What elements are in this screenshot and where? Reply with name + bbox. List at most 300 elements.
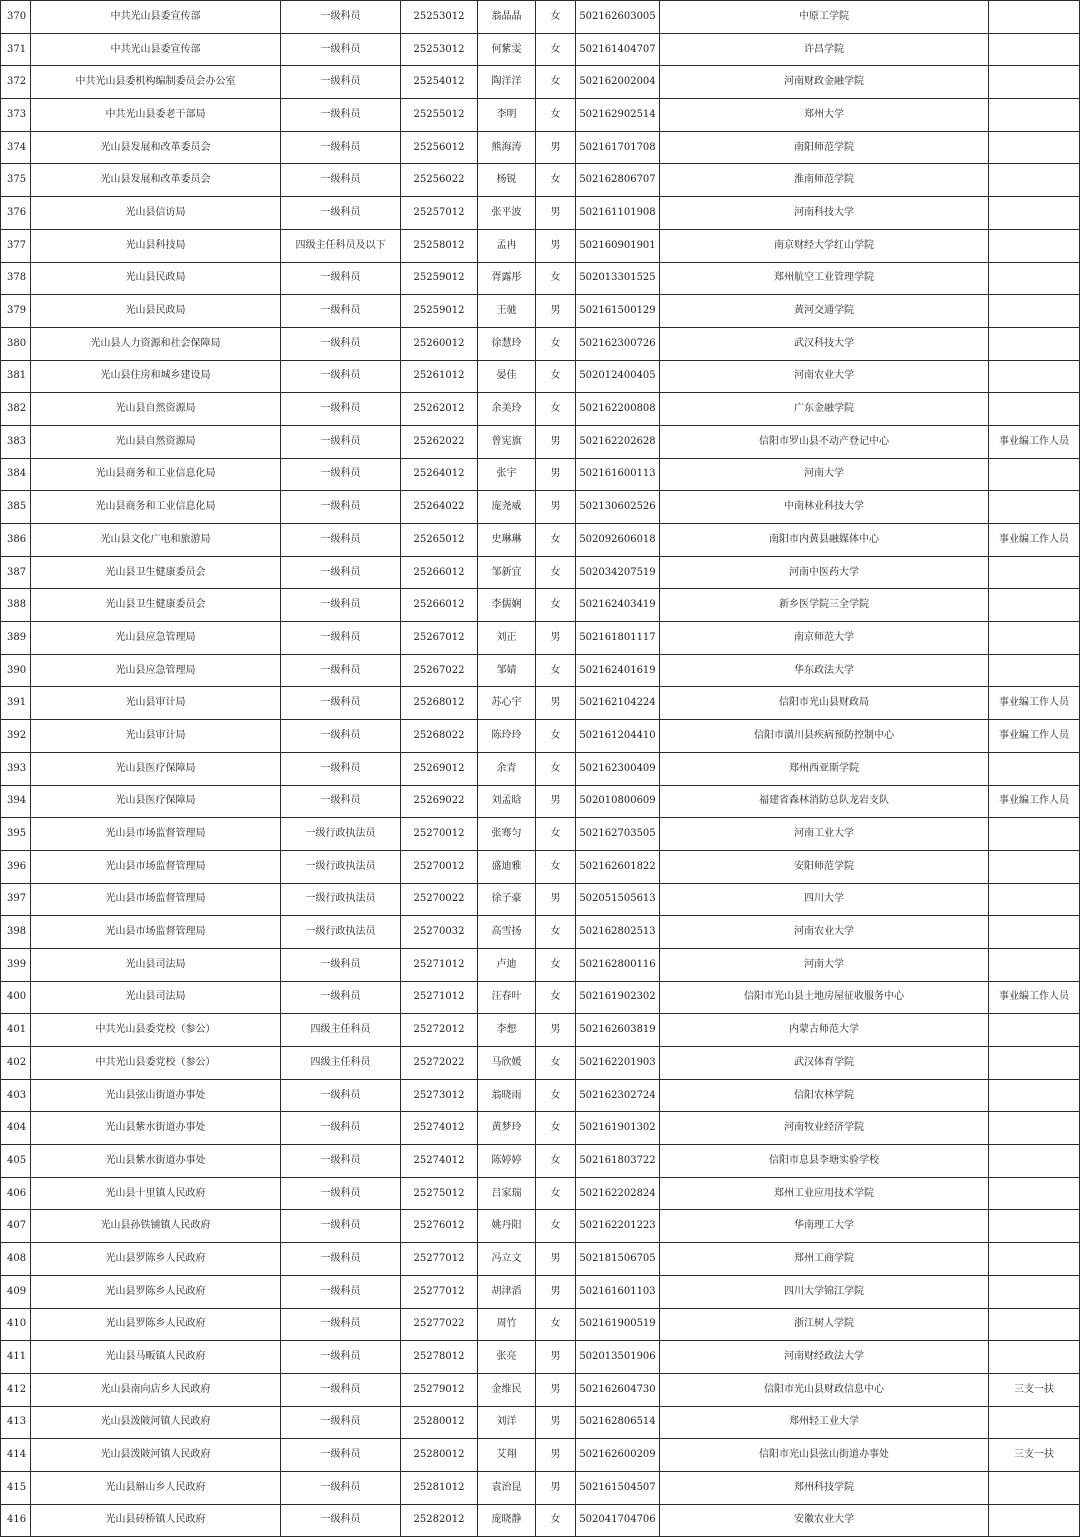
cell-name: 高雪扬	[478, 916, 536, 949]
cell-unit: 光山县泼陂河镇人民政府	[31, 1406, 281, 1439]
cell-school-or-employer: 信阳市光山县土地房屋征收服务中心	[660, 981, 989, 1014]
cell-position-code: 25268012	[401, 687, 478, 720]
cell-unit: 光山县市场监督管理局	[31, 916, 281, 949]
cell-exam-id: 502162603819	[576, 1014, 660, 1047]
cell-note	[989, 589, 1080, 622]
cell-position-code: 25262012	[401, 393, 478, 426]
cell-unit: 中共光山县委党校（参公）	[31, 1014, 281, 1047]
cell-school-or-employer: 河南农业大学	[660, 360, 989, 393]
cell-no: 377	[1, 229, 31, 262]
cell-no: 398	[1, 916, 31, 949]
cell-gender: 男	[536, 1275, 576, 1308]
cell-exam-id: 502161504507	[576, 1471, 660, 1504]
cell-note	[989, 1504, 1080, 1537]
cell-name: 卢迪	[478, 948, 536, 981]
cell-position-code: 25268022	[401, 720, 478, 753]
cell-gender: 女	[536, 1112, 576, 1145]
cell-unit: 光山县审计局	[31, 720, 281, 753]
cell-position: 一级行政执法员	[281, 916, 401, 949]
table-row	[1, 1014, 1080, 1047]
table-row	[1, 1145, 1080, 1178]
cell-school-or-employer: 河南牧业经济学院	[660, 1112, 989, 1145]
cell-exam-id: 502162703505	[576, 818, 660, 851]
cell-school-or-employer: 武汉科技大学	[660, 327, 989, 360]
cell-exam-id: 502010800609	[576, 785, 660, 818]
cell-note	[989, 458, 1080, 491]
cell-name: 熊海涛	[478, 131, 536, 164]
cell-exam-id: 502161601103	[576, 1275, 660, 1308]
cell-unit: 光山县应急管理局	[31, 622, 281, 655]
cell-position: 一级科员	[281, 1210, 401, 1243]
cell-gender: 女	[536, 1145, 576, 1178]
cell-school-or-employer: 河南财政金融学院	[660, 66, 989, 99]
table-row	[1, 916, 1080, 949]
cell-school-or-employer: 四川大学	[660, 883, 989, 916]
cell-unit: 光山县自然资源局	[31, 425, 281, 458]
cell-school-or-employer: 南阳师范学院	[660, 131, 989, 164]
cell-unit: 光山县马畈镇人民政府	[31, 1341, 281, 1374]
cell-gender: 男	[536, 1471, 576, 1504]
cell-exam-id: 502162603005	[576, 1, 660, 34]
cell-no: 378	[1, 262, 31, 295]
cell-position-code: 25264022	[401, 491, 478, 524]
cell-position: 一级科员	[281, 327, 401, 360]
table-row	[1, 1177, 1080, 1210]
cell-position-code: 25272012	[401, 1014, 478, 1047]
cell-unit: 光山县民政局	[31, 262, 281, 295]
cell-exam-id: 502181506705	[576, 1243, 660, 1276]
cell-note: 事业编工作人员	[989, 785, 1080, 818]
cell-position-code: 25256012	[401, 131, 478, 164]
cell-note	[989, 1210, 1080, 1243]
cell-position-code: 25277022	[401, 1308, 478, 1341]
cell-position-code: 25277012	[401, 1243, 478, 1276]
table-row	[1, 1112, 1080, 1145]
cell-unit: 中共光山县委老干部局	[31, 99, 281, 132]
cell-exam-id: 502162002004	[576, 66, 660, 99]
cell-gender: 女	[536, 1210, 576, 1243]
cell-no: 387	[1, 556, 31, 589]
cell-no: 408	[1, 1243, 31, 1276]
table-row	[1, 981, 1080, 1014]
cell-note	[989, 1243, 1080, 1276]
table-row	[1, 360, 1080, 393]
cell-position: 一级科员	[281, 1275, 401, 1308]
cell-no: 388	[1, 589, 31, 622]
cell-name: 李明	[478, 99, 536, 132]
cell-name: 周竹	[478, 1308, 536, 1341]
cell-position: 一级科员	[281, 752, 401, 785]
cell-position-code: 25282012	[401, 1504, 478, 1537]
cell-exam-id: 502161801117	[576, 622, 660, 655]
cell-position: 一级科员	[281, 589, 401, 622]
cell-school-or-employer: 淮南师范学院	[660, 164, 989, 197]
cell-note: 事业编工作人员	[989, 524, 1080, 557]
cell-gender: 女	[536, 981, 576, 1014]
cell-position-code: 25270022	[401, 883, 478, 916]
table-row	[1, 295, 1080, 328]
cell-unit: 光山县弦山街道办事处	[31, 1079, 281, 1112]
cell-unit: 光山县发展和改革委员会	[31, 131, 281, 164]
cell-name: 李想	[478, 1014, 536, 1047]
cell-name: 史琳琳	[478, 524, 536, 557]
cell-position-code: 25258012	[401, 229, 478, 262]
cell-position: 一级科员	[281, 360, 401, 393]
cell-unit: 光山县应急管理局	[31, 654, 281, 687]
cell-gender: 女	[536, 589, 576, 622]
table-row	[1, 622, 1080, 655]
cell-note	[989, 1341, 1080, 1374]
cell-no: 383	[1, 425, 31, 458]
cell-no: 376	[1, 197, 31, 230]
cell-note	[989, 33, 1080, 66]
cell-gender: 女	[536, 262, 576, 295]
cell-no: 380	[1, 327, 31, 360]
cell-position-code: 25266012	[401, 556, 478, 589]
cell-exam-id: 502162806707	[576, 164, 660, 197]
cell-gender: 女	[536, 1308, 576, 1341]
cell-position-code: 25261012	[401, 360, 478, 393]
cell-gender: 女	[536, 360, 576, 393]
cell-unit: 光山县卫生健康委员会	[31, 556, 281, 589]
cell-exam-id: 502130602526	[576, 491, 660, 524]
cell-unit: 光山县司法局	[31, 981, 281, 1014]
cell-position: 一级科员	[281, 524, 401, 557]
cell-gender: 女	[536, 916, 576, 949]
cell-no: 402	[1, 1047, 31, 1080]
cell-note	[989, 1047, 1080, 1080]
cell-position: 一级科员	[281, 1177, 401, 1210]
cell-note	[989, 1079, 1080, 1112]
cell-no: 391	[1, 687, 31, 720]
table-row	[1, 1243, 1080, 1276]
cell-unit: 光山县孙铁铺镇人民政府	[31, 1210, 281, 1243]
cell-name: 冯立文	[478, 1243, 536, 1276]
cell-no: 407	[1, 1210, 31, 1243]
cell-exam-id: 502162806514	[576, 1406, 660, 1439]
cell-school-or-employer: 安阳师范学院	[660, 850, 989, 883]
cell-no: 405	[1, 1145, 31, 1178]
cell-position-code: 25271012	[401, 948, 478, 981]
cell-gender: 男	[536, 1373, 576, 1406]
cell-unit: 光山县文化广电和旅游局	[31, 524, 281, 557]
cell-no: 393	[1, 752, 31, 785]
cell-name: 邹新宜	[478, 556, 536, 589]
cell-unit: 光山县审计局	[31, 687, 281, 720]
cell-unit: 中共光山县委宣传部	[31, 1, 281, 34]
cell-position: 一级科员	[281, 556, 401, 589]
cell-no: 386	[1, 524, 31, 557]
cell-note	[989, 1014, 1080, 1047]
cell-gender: 女	[536, 99, 576, 132]
cell-no: 399	[1, 948, 31, 981]
table-row	[1, 491, 1080, 524]
cell-unit: 光山县人力资源和社会保障局	[31, 327, 281, 360]
cell-school-or-employer: 郑州工业应用技术学院	[660, 1177, 989, 1210]
cell-name: 陈玲玲	[478, 720, 536, 753]
cell-name: 苏心宇	[478, 687, 536, 720]
cell-name: 孟冉	[478, 229, 536, 262]
cell-position: 一级科员	[281, 1471, 401, 1504]
cell-note	[989, 393, 1080, 426]
table-row	[1, 262, 1080, 295]
cell-unit: 光山县发展和改革委员会	[31, 164, 281, 197]
cell-school-or-employer: 信阳市潢川县疾病预防控制中心	[660, 720, 989, 753]
cell-name: 刘正	[478, 622, 536, 655]
cell-school-or-employer: 信阳市罗山县不动产登记中心	[660, 425, 989, 458]
cell-exam-id: 502162401619	[576, 654, 660, 687]
cell-school-or-employer: 中南林业科技大学	[660, 491, 989, 524]
cell-note	[989, 197, 1080, 230]
cell-no: 397	[1, 883, 31, 916]
cell-gender: 女	[536, 1177, 576, 1210]
cell-name: 庞晓静	[478, 1504, 536, 1537]
cell-no: 389	[1, 622, 31, 655]
cell-position: 一级科员	[281, 197, 401, 230]
cell-name: 曾宪旗	[478, 425, 536, 458]
cell-exam-id: 502161600113	[576, 458, 660, 491]
cell-name: 马欣媛	[478, 1047, 536, 1080]
table-row	[1, 33, 1080, 66]
cell-unit: 中共光山县委宣传部	[31, 33, 281, 66]
cell-position: 一级科员	[281, 491, 401, 524]
cell-exam-id: 502161404707	[576, 33, 660, 66]
cell-position: 一级科员	[281, 1145, 401, 1178]
cell-unit: 光山县市场监督管理局	[31, 818, 281, 851]
cell-school-or-employer: 信阳市光山县财政局	[660, 687, 989, 720]
cell-exam-id: 502012400405	[576, 360, 660, 393]
cell-exam-id: 502162403419	[576, 589, 660, 622]
cell-name: 王驰	[478, 295, 536, 328]
cell-position: 一级科员	[281, 981, 401, 1014]
cell-position: 四级主任科员	[281, 1014, 401, 1047]
cell-note	[989, 818, 1080, 851]
cell-exam-id: 502162802513	[576, 916, 660, 949]
cell-note	[989, 491, 1080, 524]
cell-position-code: 25274012	[401, 1145, 478, 1178]
cell-name: 刘孟晗	[478, 785, 536, 818]
cell-gender: 男	[536, 785, 576, 818]
cell-unit: 光山县罗陈乡人民政府	[31, 1243, 281, 1276]
cell-position-code: 25257012	[401, 197, 478, 230]
cell-no: 374	[1, 131, 31, 164]
cell-position-code: 25256022	[401, 164, 478, 197]
cell-position-code: 25277012	[401, 1275, 478, 1308]
cell-no: 384	[1, 458, 31, 491]
cell-note	[989, 850, 1080, 883]
cell-name: 金维民	[478, 1373, 536, 1406]
cell-school-or-employer: 河南工业大学	[660, 818, 989, 851]
cell-name: 庞尧威	[478, 491, 536, 524]
cell-name: 徐子豪	[478, 883, 536, 916]
cell-unit: 中共光山县委机构编制委员会办公室	[31, 66, 281, 99]
cell-position: 一级科员	[281, 1406, 401, 1439]
table-row	[1, 1341, 1080, 1374]
cell-gender: 女	[536, 752, 576, 785]
cell-no: 379	[1, 295, 31, 328]
cell-name: 余美玲	[478, 393, 536, 426]
cell-position-code: 25275012	[401, 1177, 478, 1210]
cell-school-or-employer: 郑州科技学院	[660, 1471, 989, 1504]
table-row	[1, 66, 1080, 99]
cell-school-or-employer: 南阳市内黄县融媒体中心	[660, 524, 989, 557]
cell-position: 一级科员	[281, 1341, 401, 1374]
cell-note	[989, 1, 1080, 34]
cell-no: 416	[1, 1504, 31, 1537]
cell-unit: 光山县住房和城乡建设局	[31, 360, 281, 393]
cell-position-code: 25253012	[401, 1, 478, 34]
cell-exam-id: 502162300409	[576, 752, 660, 785]
cell-position: 一级科员	[281, 33, 401, 66]
cell-no: 415	[1, 1471, 31, 1504]
cell-position: 一级科员	[281, 131, 401, 164]
cell-gender: 女	[536, 66, 576, 99]
cell-name: 黄梦玲	[478, 1112, 536, 1145]
cell-exam-id: 502162202628	[576, 425, 660, 458]
cell-school-or-employer: 信阳市光山县财政信息中心	[660, 1373, 989, 1406]
cell-no: 406	[1, 1177, 31, 1210]
cell-note	[989, 1471, 1080, 1504]
cell-position-code: 25274012	[401, 1112, 478, 1145]
cell-exam-id: 502161900519	[576, 1308, 660, 1341]
cell-gender: 女	[536, 556, 576, 589]
cell-unit: 光山县南向店乡人民政府	[31, 1373, 281, 1406]
cell-name: 刘洋	[478, 1406, 536, 1439]
cell-unit: 光山县罗陈乡人民政府	[31, 1275, 281, 1308]
cell-exam-id: 502162600209	[576, 1439, 660, 1472]
cell-position-code: 25264012	[401, 458, 478, 491]
cell-gender: 女	[536, 654, 576, 687]
cell-note	[989, 1177, 1080, 1210]
cell-gender: 男	[536, 491, 576, 524]
cell-exam-id: 502162202824	[576, 1177, 660, 1210]
table-row	[1, 1210, 1080, 1243]
cell-note	[989, 752, 1080, 785]
cell-gender: 女	[536, 327, 576, 360]
cell-note	[989, 1406, 1080, 1439]
cell-position-code: 25255012	[401, 99, 478, 132]
cell-gender: 男	[536, 131, 576, 164]
table-row	[1, 654, 1080, 687]
table-row	[1, 1439, 1080, 1472]
cell-no: 385	[1, 491, 31, 524]
cell-position: 一级科员	[281, 1504, 401, 1537]
cell-school-or-employer: 南京师范大学	[660, 622, 989, 655]
table-row	[1, 1308, 1080, 1341]
cell-name: 陈婷婷	[478, 1145, 536, 1178]
cell-name: 余青	[478, 752, 536, 785]
cell-unit: 光山县市场监督管理局	[31, 850, 281, 883]
cell-position-code: 25278012	[401, 1341, 478, 1374]
table-row	[1, 1275, 1080, 1308]
cell-unit: 光山县紫水街道办事处	[31, 1145, 281, 1178]
cell-name: 汪春叶	[478, 981, 536, 1014]
cell-school-or-employer: 中原工学院	[660, 1, 989, 34]
cell-exam-id: 502162300726	[576, 327, 660, 360]
cell-note	[989, 229, 1080, 262]
cell-note: 事业编工作人员	[989, 687, 1080, 720]
table-row	[1, 1047, 1080, 1080]
cell-school-or-employer: 新乡医学院三全学院	[660, 589, 989, 622]
cell-gender: 男	[536, 425, 576, 458]
cell-position-code: 25267022	[401, 654, 478, 687]
cell-no: 390	[1, 654, 31, 687]
cell-gender: 女	[536, 524, 576, 557]
cell-position: 四级主任科员及以下	[281, 229, 401, 262]
cell-no: 401	[1, 1014, 31, 1047]
cell-position: 一级科员	[281, 1079, 401, 1112]
cell-position: 一级科员	[281, 785, 401, 818]
cell-exam-id: 502051505613	[576, 883, 660, 916]
cell-position-code: 25259012	[401, 295, 478, 328]
cell-position-code: 25267012	[401, 622, 478, 655]
table-row	[1, 850, 1080, 883]
cell-unit: 光山县卫生健康委员会	[31, 589, 281, 622]
cell-exam-id: 502162902514	[576, 99, 660, 132]
cell-name: 胥露彤	[478, 262, 536, 295]
cell-gender: 男	[536, 458, 576, 491]
cell-unit: 光山县医疗保障局	[31, 752, 281, 785]
cell-gender: 男	[536, 1439, 576, 1472]
cell-position-code: 25272022	[401, 1047, 478, 1080]
cell-unit: 光山县科技局	[31, 229, 281, 262]
cell-school-or-employer: 华东政法大学	[660, 654, 989, 687]
cell-school-or-employer: 黄河交通学院	[660, 295, 989, 328]
cell-gender: 女	[536, 818, 576, 851]
cell-position: 一级科员	[281, 458, 401, 491]
cell-name: 张宇	[478, 458, 536, 491]
table-row	[1, 1, 1080, 34]
table-row	[1, 589, 1080, 622]
cell-gender: 男	[536, 687, 576, 720]
table-row	[1, 229, 1080, 262]
cell-position: 一级科员	[281, 687, 401, 720]
cell-gender: 女	[536, 948, 576, 981]
cell-no: 409	[1, 1275, 31, 1308]
cell-position: 一级科员	[281, 262, 401, 295]
cell-note	[989, 1112, 1080, 1145]
cell-note	[989, 360, 1080, 393]
cell-note: 事业编工作人员	[989, 720, 1080, 753]
cell-gender: 男	[536, 295, 576, 328]
cell-school-or-employer: 郑州大学	[660, 99, 989, 132]
cell-gender: 男	[536, 1341, 576, 1374]
cell-gender: 男	[536, 229, 576, 262]
cell-exam-id: 502161101908	[576, 197, 660, 230]
table-row	[1, 99, 1080, 132]
cell-note	[989, 327, 1080, 360]
cell-note: 事业编工作人员	[989, 981, 1080, 1014]
cell-school-or-employer: 郑州轻工业大学	[660, 1406, 989, 1439]
cell-note	[989, 622, 1080, 655]
cell-name: 姚丹阳	[478, 1210, 536, 1243]
cell-position: 一级科员	[281, 1, 401, 34]
cell-position-code: 25276012	[401, 1210, 478, 1243]
cell-school-or-employer: 信阳市息县李塘实验学校	[660, 1145, 989, 1178]
cell-note	[989, 131, 1080, 164]
table-row	[1, 1079, 1080, 1112]
cell-position-code: 25280012	[401, 1439, 478, 1472]
table-row	[1, 556, 1080, 589]
cell-name: 吕家瑞	[478, 1177, 536, 1210]
cell-name: 艾翔	[478, 1439, 536, 1472]
cell-exam-id: 502013301525	[576, 262, 660, 295]
table-row	[1, 720, 1080, 753]
cell-no: 412	[1, 1373, 31, 1406]
cell-no: 395	[1, 818, 31, 851]
cell-name: 何紫雯	[478, 33, 536, 66]
cell-exam-id: 502162604730	[576, 1373, 660, 1406]
